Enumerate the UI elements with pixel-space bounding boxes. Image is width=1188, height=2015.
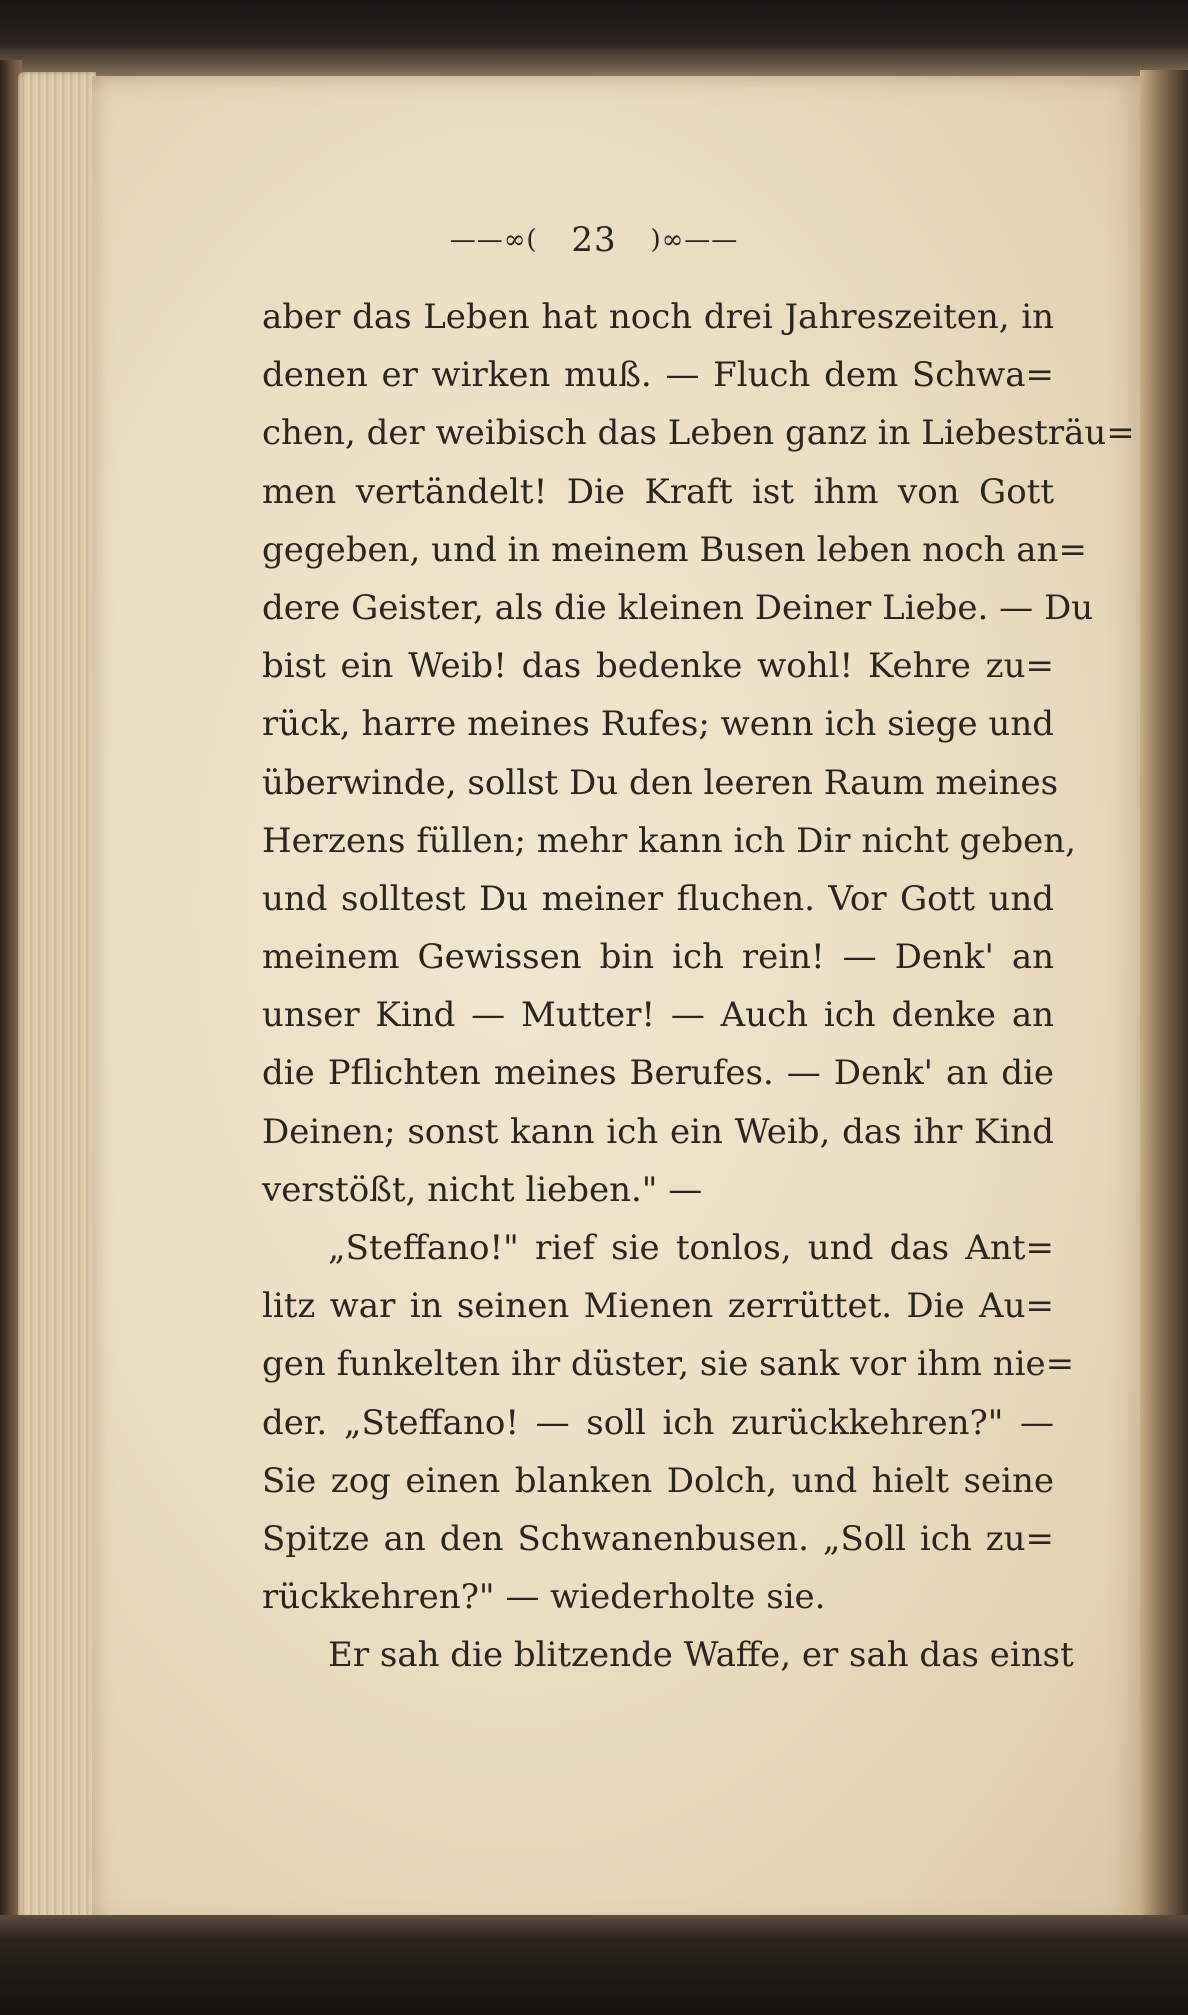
text-line-paragraph-start: Er sah die blitzende Waffe, er sah das einst <box>328 1635 1074 1676</box>
page-number: 23 <box>571 220 617 260</box>
header-ornament-right: )∞—— <box>650 225 739 255</box>
text-line: überwinde, sollst Du den leeren Raum meines <box>262 762 1059 803</box>
text-line: litz war in seinen Mienen zerrüttet. Die Au= <box>262 1286 1054 1327</box>
text-line: die Pflichten meines Berufes. — Denk' an die <box>262 1053 1054 1094</box>
text-line: Herzens füllen; mehr kann ich Dir nicht geben, <box>262 820 1076 861</box>
book-spine <box>1140 70 1188 1940</box>
book-cover-bottom <box>0 1915 1188 2015</box>
text-line: meinem Gewissen bin ich rein! — Denk' an <box>262 937 1054 978</box>
text-line: Sie zog einen blanken Dolch, und hielt seine <box>262 1460 1054 1501</box>
text-line: men vertändelt! Die Kraft ist ihm von Gott <box>262 471 1054 512</box>
text-line: bist ein Weib! das bedenke wohl! Kehre zu= <box>262 646 1054 687</box>
text-line: rück, harre meines Rufes; wenn ich siege und <box>262 704 1054 745</box>
text-line: dere Geister, als die kleinen Deiner Liebe. — Du <box>262 587 1094 628</box>
text-line: rückkehren?" — wiederholte sie. <box>262 1577 826 1618</box>
text-line: aber das Leben hat noch drei Jahreszeiten, in <box>262 297 1054 337</box>
header-ornament-left: ——∞( <box>449 225 538 255</box>
text-line: chen, der weibisch das Leben ganz in Liebesträu= <box>262 413 1135 454</box>
page-edges <box>18 72 96 1932</box>
book-cover-top <box>0 0 1188 78</box>
text-line: und solltest Du meiner fluchen. Vor Gott und <box>262 878 1054 919</box>
text-line: der. „Steffano! — soll ich zurückkehren?" — <box>262 1402 1054 1443</box>
text-line: gegeben, und in meinem Busen leben noch an= <box>262 529 1087 570</box>
text-line: verstößt, nicht lieben." — <box>262 1169 703 1210</box>
body-text <box>262 288 1135 1685</box>
text-line: gen funkelten ihr düster, sie sank vor ihm nie= <box>262 1344 1075 1385</box>
page-header <box>0 218 1188 260</box>
text-line: denen er wirken muß. — Fluch dem Schwa= <box>262 355 1054 396</box>
text-line-paragraph-start: „Steffano!" rief sie tonlos, und das Ant= <box>328 1228 1054 1268</box>
text-line: Deinen; sonst kann ich ein Weib, das ihr Kind <box>262 1111 1054 1152</box>
text-line: Spitze an den Schwanenbusen. „Soll ich zu= <box>262 1518 1054 1559</box>
text-line: unser Kind — Mutter! — Auch ich denke an <box>262 995 1054 1036</box>
